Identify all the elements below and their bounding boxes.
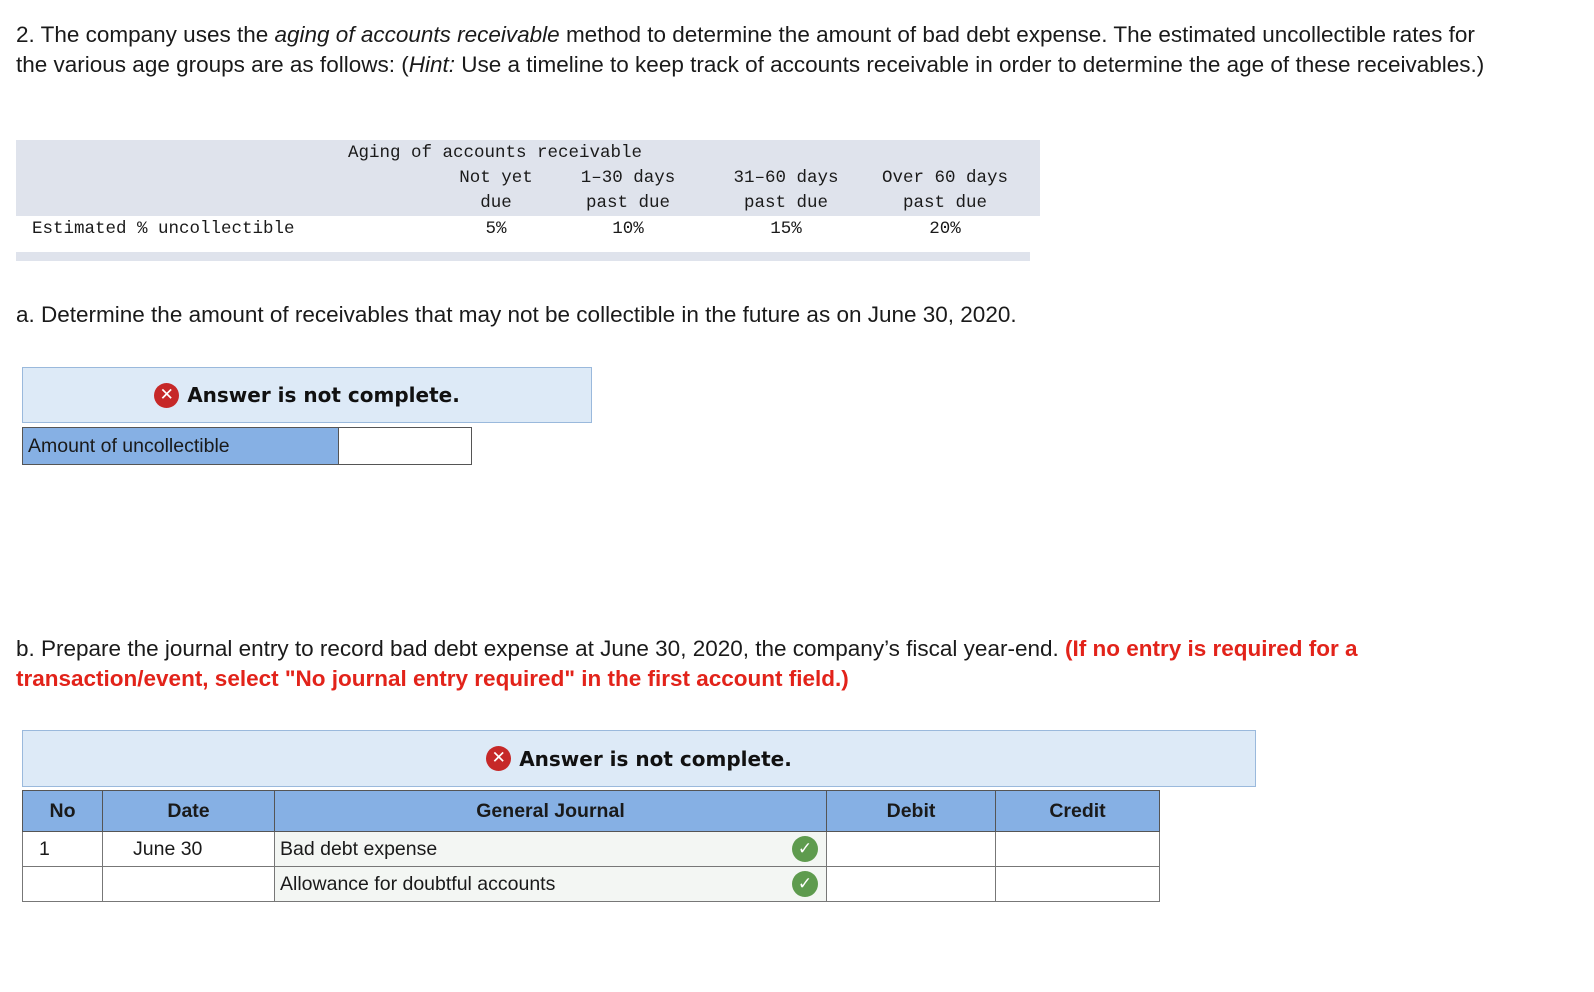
intro-italic-term: aging of accounts receivable [274,22,560,47]
aging-bottom-bar [16,252,1030,261]
debit-cell [827,867,996,902]
banner-a-text: Answer is not complete. [187,383,460,407]
col-over-60-line1: Over 60 days [881,168,1009,188]
col-not-yet-due-line2: due [480,193,512,213]
answer-incomplete-banner-b [22,730,1256,787]
col-31-60-line2: past due [743,193,828,213]
intro-paragraph [16,20,1496,80]
rate-not-yet-due: 5% [485,219,507,239]
col-31-60-line1: 31–60 days [733,168,839,188]
intro-text-3: Use a timeline to keep track of accounts receivable in order to determine the age of these receivables.) [454,52,1485,77]
row-date [103,867,275,902]
account-name: Bad debt expense [280,837,438,860]
credit-cell [996,832,1160,867]
row-no: 1 [23,832,103,867]
debit-input[interactable] [832,868,994,900]
rate-over-60: 20% [929,219,961,239]
debit-cell [827,832,996,867]
header-date: Date [103,791,275,832]
intro-text-2: method to determine the amount of bad debt expense. The estimated uncollectible rates for the various age groups are as follows: ( [16,22,1475,77]
header-credit: Credit [996,791,1160,832]
credit-input[interactable] [1001,868,1158,900]
header-no: No [23,791,103,832]
journal-table [22,790,1160,902]
check-circle-icon: ✓ [792,871,818,897]
intro-text-1: 2. The company uses the [16,22,275,47]
debit-input[interactable] [832,833,994,865]
header-debit: Debit [827,791,996,832]
x-circle-icon: ✕ [486,746,511,771]
part-b-question [16,634,1516,694]
check-circle-icon: ✓ [792,836,818,862]
col-1-30-line1: 1–30 days [580,168,676,188]
table-row [23,867,1160,902]
row-label-estimated: Estimated % uncollectible [32,219,295,239]
credit-cell [996,867,1160,902]
account-select[interactable] [275,832,827,867]
rate-31-60: 15% [770,219,802,239]
col-1-30-line2: past due [585,193,670,213]
row-no [23,867,103,902]
journal-header-row [23,791,1160,832]
col-over-60-line2: past due [902,193,987,213]
col-not-yet-due-line1: Not yet [459,168,533,188]
banner-b-text: Answer is not complete. [519,746,792,771]
amount-label: Amount of uncollectible [23,428,339,464]
hint-label: Hint: [408,52,455,77]
amount-uncollectible-input[interactable] [339,428,471,464]
part-a-question: a. Determine the amount of receivables that may not be collectible in the future as on June 30, 2020. [16,302,1017,327]
header-general-journal: General Journal [275,791,827,832]
table-row [23,832,1160,867]
x-circle-icon: ✕ [154,383,179,408]
credit-input[interactable] [1001,833,1158,865]
part-b-text: b. Prepare the journal entry to record bad debt expense at June 30, 2020, the company’s fiscal year-end. [16,636,1065,661]
rate-1-30: 10% [612,219,644,239]
account-name: Allowance for doubtful accounts [280,872,556,895]
answer-incomplete-banner-a [22,367,592,423]
part-b-instruction: (If no entry is required for a transaction/event, select "No journal entry required" in the first account field.) [16,636,1358,691]
account-select[interactable] [275,867,827,902]
aging-table-title: Aging of accounts receivable [348,143,643,163]
amount-row [22,427,472,465]
row-date: June 30 [103,832,275,867]
